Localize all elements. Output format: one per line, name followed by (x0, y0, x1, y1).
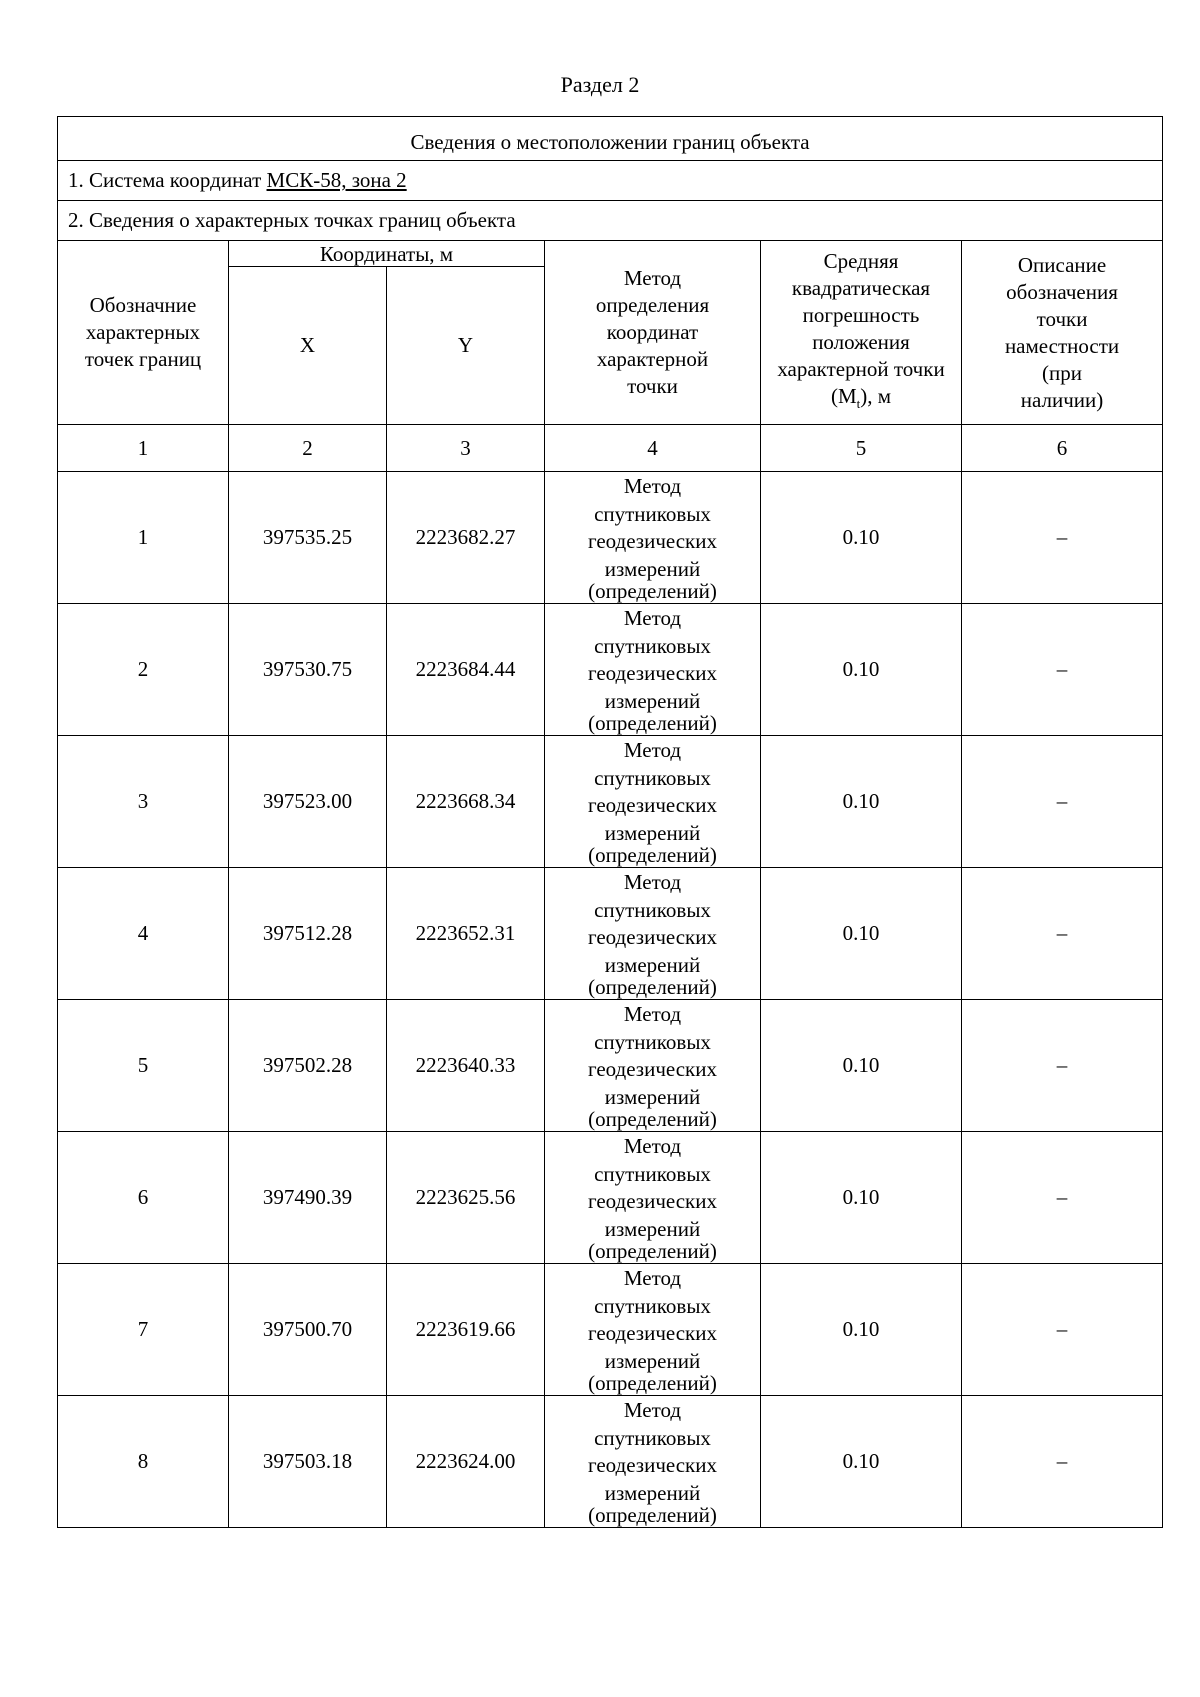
method-line: измерений (604, 952, 701, 977)
point-description: – (962, 604, 1163, 736)
method-line: геодезических (587, 1189, 717, 1213)
table-row (58, 1396, 1163, 1528)
header-description-line: точки (1036, 306, 1088, 331)
point-y: 2223684.44 (387, 604, 545, 736)
header-method-line: характерной (596, 347, 709, 371)
header-error-line: погрешность (802, 302, 920, 327)
points-heading-row (58, 201, 1163, 241)
column-number: 5 (761, 425, 962, 472)
point-id: 6 (58, 1132, 229, 1264)
point-x: 397503.18 (229, 1396, 387, 1528)
header-method-line: определения (595, 293, 710, 317)
point-y: 2223625.56 (387, 1132, 545, 1264)
point-error: 0.10 (761, 604, 962, 736)
method-line: геодезических (587, 529, 717, 553)
method-line: спутниковых (594, 633, 711, 658)
point-method (545, 1132, 761, 1264)
method-line: спутниковых (594, 765, 711, 790)
method-line: измерений (604, 1216, 701, 1241)
method-line: геодезических (587, 793, 717, 817)
table-row (58, 604, 1163, 736)
point-id: 5 (58, 1000, 229, 1132)
point-y: 2223668.34 (387, 736, 545, 868)
header-description-line: (при (1042, 360, 1083, 385)
method-line: спутниковых (594, 1029, 711, 1054)
method-line: (определений) (588, 1239, 717, 1263)
header-error (761, 241, 962, 425)
column-number: 6 (962, 425, 1163, 472)
error-unit-post: ), м (860, 383, 892, 408)
header-method-line: точки (627, 374, 678, 398)
point-method (545, 868, 761, 1000)
method-line: измерений (604, 1348, 701, 1373)
point-method (545, 1396, 761, 1528)
method-line: спутниковых (594, 1425, 711, 1450)
method-line: спутниковых (594, 897, 711, 922)
method-line: Метод (623, 738, 682, 762)
point-method (545, 1000, 761, 1132)
section-title: Раздел 2 (560, 72, 640, 97)
point-x: 397530.75 (229, 604, 387, 736)
method-line: (определений) (588, 975, 717, 999)
method-line: измерений (604, 1480, 701, 1505)
coord-system-row (58, 161, 1163, 201)
column-number: 3 (387, 425, 545, 472)
header-description-line: обозначения (1006, 279, 1118, 304)
point-description: – (962, 1264, 1163, 1396)
error-unit-sub: t (856, 396, 861, 412)
coord-system-prefix: 1. Система координат (68, 168, 267, 192)
point-y: 2223640.33 (387, 1000, 545, 1132)
method-line: геодезических (587, 1321, 717, 1345)
header-method-line: координат (606, 320, 699, 344)
header-error-line: квадратическая (791, 275, 931, 300)
point-error: 0.10 (761, 1264, 962, 1396)
header-y: Y (387, 267, 545, 425)
points-heading: 2. Сведения о характерных точках границ объекта (58, 201, 1163, 241)
table-row (58, 472, 1163, 604)
coord-system-value: МСК-58, зона 2 (266, 168, 407, 192)
header-x: X (229, 267, 387, 425)
method-line: измерений (604, 1084, 701, 1109)
point-method (545, 1264, 761, 1396)
point-id: 1 (58, 472, 229, 604)
method-line: измерений (604, 820, 701, 845)
point-error: 0.10 (761, 868, 962, 1000)
point-description: – (962, 472, 1163, 604)
point-x: 397512.28 (229, 868, 387, 1000)
method-line: спутниковых (594, 1293, 711, 1318)
point-id: 7 (58, 1264, 229, 1396)
point-error: 0.10 (761, 472, 962, 604)
header-error-unit (761, 383, 961, 417)
header-method-line: Метод (623, 266, 682, 290)
method-line: Метод (623, 1002, 682, 1026)
header-coordinates: Координаты, м (229, 241, 545, 267)
table-row (58, 1264, 1163, 1396)
method-line: Метод (623, 606, 682, 630)
point-y: 2223652.31 (387, 868, 545, 1000)
method-line: (определений) (588, 843, 717, 867)
point-error: 0.10 (761, 736, 962, 868)
table-row (58, 1000, 1163, 1132)
point-id: 8 (58, 1396, 229, 1528)
method-line: (определений) (588, 1371, 717, 1395)
header-description-line: наличии) (1020, 387, 1104, 412)
point-id: 2 (58, 604, 229, 736)
point-method (545, 736, 761, 868)
column-number: 1 (58, 425, 229, 472)
error-unit-pre: (M (830, 383, 857, 408)
column-number: 2 (229, 425, 387, 472)
header-designation-line: Обозначние (89, 293, 197, 317)
point-method (545, 604, 761, 736)
point-x: 397535.25 (229, 472, 387, 604)
method-line: спутниковых (594, 501, 711, 526)
column-number: 4 (545, 425, 761, 472)
header-error-line: положения (812, 329, 910, 354)
header-designation (58, 241, 229, 425)
table-row (58, 736, 1163, 868)
point-x: 397490.39 (229, 1132, 387, 1264)
point-description: – (962, 1132, 1163, 1264)
point-error: 0.10 (761, 1000, 962, 1132)
header-description-line: наместности (1004, 333, 1120, 358)
point-y: 2223624.00 (387, 1396, 545, 1528)
method-line: (определений) (588, 1503, 717, 1527)
method-line: Метод (623, 1134, 682, 1158)
method-line: (определений) (588, 1107, 717, 1131)
header-error-line: характерной точки (777, 356, 945, 381)
boundary-points-table (57, 116, 1163, 1528)
method-line: (определений) (588, 579, 717, 603)
header-row-1 (58, 241, 1163, 267)
point-x: 397523.00 (229, 736, 387, 868)
point-description: – (962, 1396, 1163, 1528)
point-description: – (962, 1000, 1163, 1132)
point-method (545, 472, 761, 604)
method-line: спутниковых (594, 1161, 711, 1186)
header-designation-line: характерных (85, 320, 201, 344)
column-numbers-row (58, 425, 1163, 472)
point-error: 0.10 (761, 1396, 962, 1528)
header-description (962, 241, 1163, 425)
point-id: 3 (58, 736, 229, 868)
header-description-line: Описание (1017, 252, 1107, 277)
method-line: измерений (604, 688, 701, 713)
point-id: 4 (58, 868, 229, 1000)
method-line: Метод (623, 1266, 682, 1290)
method-line: геодезических (587, 1453, 717, 1477)
table-row (58, 868, 1163, 1000)
point-x: 397500.70 (229, 1264, 387, 1396)
point-description: – (962, 868, 1163, 1000)
point-description: – (962, 736, 1163, 868)
table-title: Сведения о местоположении границ объекта (58, 117, 1163, 161)
coord-system (58, 161, 1163, 201)
point-x: 397502.28 (229, 1000, 387, 1132)
method-line: геодезических (587, 1057, 717, 1081)
point-y: 2223682.27 (387, 472, 545, 604)
table-row (58, 1132, 1163, 1264)
point-error: 0.10 (761, 1132, 962, 1264)
method-line: Метод (623, 870, 682, 894)
table-title-row (58, 117, 1163, 161)
header-method (545, 241, 761, 425)
header-designation-line: точек границ (84, 347, 202, 371)
method-line: измерений (604, 556, 701, 581)
method-line: Метод (623, 1398, 682, 1422)
method-line: Метод (623, 474, 682, 498)
method-line: геодезических (587, 925, 717, 949)
header-error-line: Средняя (823, 248, 899, 273)
point-y: 2223619.66 (387, 1264, 545, 1396)
method-line: (определений) (588, 711, 717, 735)
method-line: геодезических (587, 661, 717, 685)
